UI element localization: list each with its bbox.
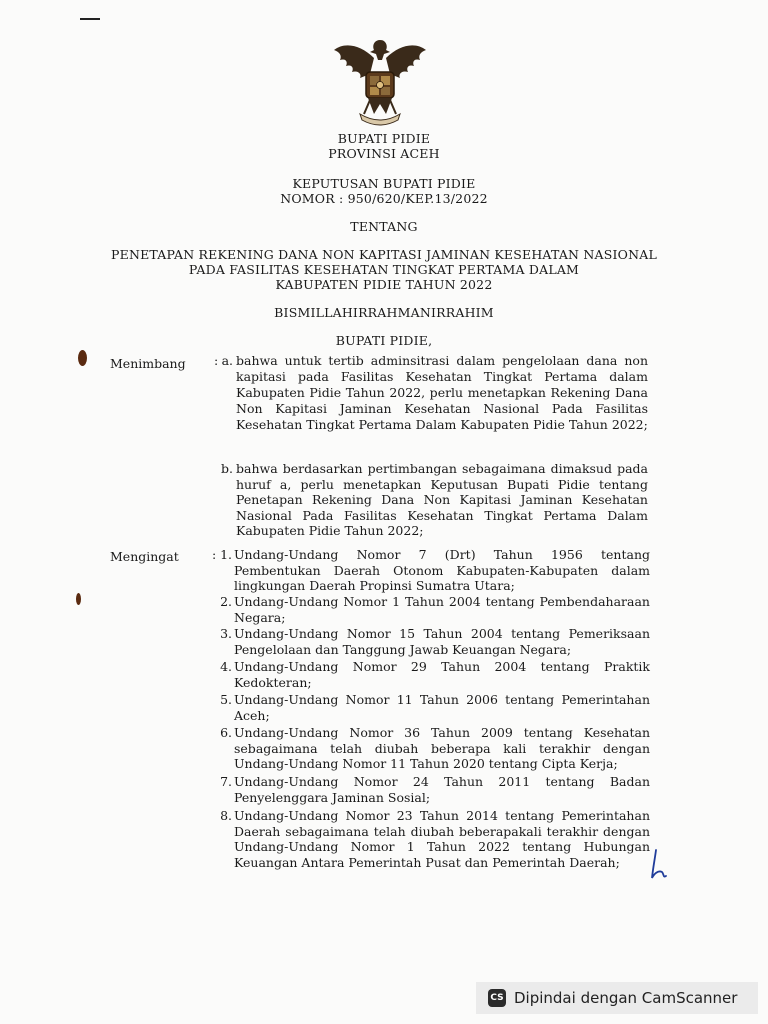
mengingat-marker-5: 5. [220, 692, 232, 707]
mengingat-marker-3: 3. [220, 626, 232, 641]
mengingat-label: Mengingat [110, 549, 179, 564]
camscanner-text: Dipindai dengan CamScanner [514, 989, 738, 1007]
mengingat-item-8: Undang-Undang Nomor 23 Tahun 2014 tentang Pemerintahan Daerah sebagaimana telah diubah beberapakali terakhir dengan Undang-Undang Nomor 1 Tahun 2022 tentang Hubungan Keuangan Antara Pemerintah Pusat dan Pemerintah Daerah; [234, 808, 650, 870]
mengingat-item-1: Undang-Undang Nomor 7 (Drt) Tahun 1956 tentang Pembentukan Daerah Otonom Kabupaten-Kabupaten dalam lingkungan Daerah Propinsi Sumatra Utara; [234, 547, 650, 593]
mengingat-marker-7: 7. [220, 774, 232, 789]
subject-line-2: PADA FASILITAS KESEHATAN TINGKAT PERTAMA DALAM [188, 262, 580, 277]
menimbang-item-b: bahwa berdasarkan pertimbangan sebagaimana dimaksud pada huruf a, perlu menetapkan Keputusan Bupati Pidie tentang Penetapan Rekening Dana Non Kapitasi Jaminan Kesehatan Nasional Pada Fasilitas Kesehatan Tingkat Pertama Dalam Kabupaten Pidie Tahun 2022; [236, 461, 648, 538]
mengingat-marker-6: 6. [220, 725, 232, 740]
mengingat-item-5: Undang-Undang Nomor 11 Tahun 2006 tentang Pemerintahan Aceh; [234, 692, 650, 723]
decree-title: KEPUTUSAN BUPATI PIDIE [292, 176, 476, 191]
menimbang-colon: : [214, 353, 219, 368]
mengingat-marker-1: 1. [220, 547, 232, 562]
mengingat-colon: : [212, 547, 217, 562]
garuda-emblem-icon [330, 34, 430, 130]
punch-hole-mark [76, 593, 81, 605]
camscanner-icon: CS [488, 989, 506, 1007]
tentang-heading: TENTANG [350, 219, 418, 234]
mengingat-marker-2: 2. [220, 594, 232, 609]
mengingat-item-3: Undang-Undang Nomor 15 Tahun 2004 tentang Pemeriksaan Pengelolaan dan Tanggung Jawab Keuangan Negara; [234, 626, 650, 657]
subject-line-1: PENETAPAN REKENING DANA NON KAPITASI JAMINAN KESEHATAN NASIONAL [111, 247, 657, 262]
issuer-line-1: BUPATI PIDIE [337, 131, 431, 146]
issuer-line-2: PROVINSI ACEH [328, 146, 440, 161]
bismillah: BISMILLAHIRRAHMANIRRAHIM [274, 305, 494, 320]
decree-number: NOMOR : 950/620/KEP.13/2022 [280, 191, 488, 206]
menimbang-label: Menimbang [110, 356, 186, 371]
mengingat-marker-8: 8. [220, 808, 232, 823]
menimbang-marker-a: a. [221, 353, 233, 368]
menimbang-item-a: bahwa untuk tertib adminsitrasi dalam pengelolaan dana non kapitasi pada Fasilitas Kesehatan Tingkat Pertama dalam Kabupaten Pidie Tahun 2022, perlu menetapkan Rekening Dana Non Kapitasi Jaminan Kesehatan Nasional Pada Fasilitas Kesehatan Tingkat Pertama Dalam Kabupaten Pidie Tahun 2022; [236, 353, 648, 432]
subject-line-3: KABUPATEN PIDIE TAHUN 2022 [275, 277, 493, 292]
initial-signature-icon [648, 848, 670, 882]
mengingat-item-7: Undang-Undang Nomor 24 Tahun 2011 tentang Badan Penyelenggara Jaminan Sosial; [234, 774, 650, 805]
menimbang-marker-b: b. [221, 461, 233, 476]
mengingat-item-4: Undang-Undang Nomor 29 Tahun 2004 tentang Praktik Kedokteran; [234, 659, 650, 690]
mengingat-item-6: Undang-Undang Nomor 36 Tahun 2009 tentang Kesehatan sebagaimana telah diubah beberapa kali terakhir dengan Undang-Undang Nomor 11 Tahun 2020 tentang Cipta Kerja; [234, 725, 650, 771]
punch-hole-mark [78, 350, 87, 366]
mengingat-item-2: Undang-Undang Nomor 1 Tahun 2004 tentang Pembendaharaan Negara; [234, 594, 650, 625]
camscanner-watermark [476, 982, 758, 1014]
scan-mark [80, 18, 100, 20]
bupati-heading: BUPATI PIDIE, [335, 333, 433, 348]
mengingat-marker-4: 4. [220, 659, 232, 674]
